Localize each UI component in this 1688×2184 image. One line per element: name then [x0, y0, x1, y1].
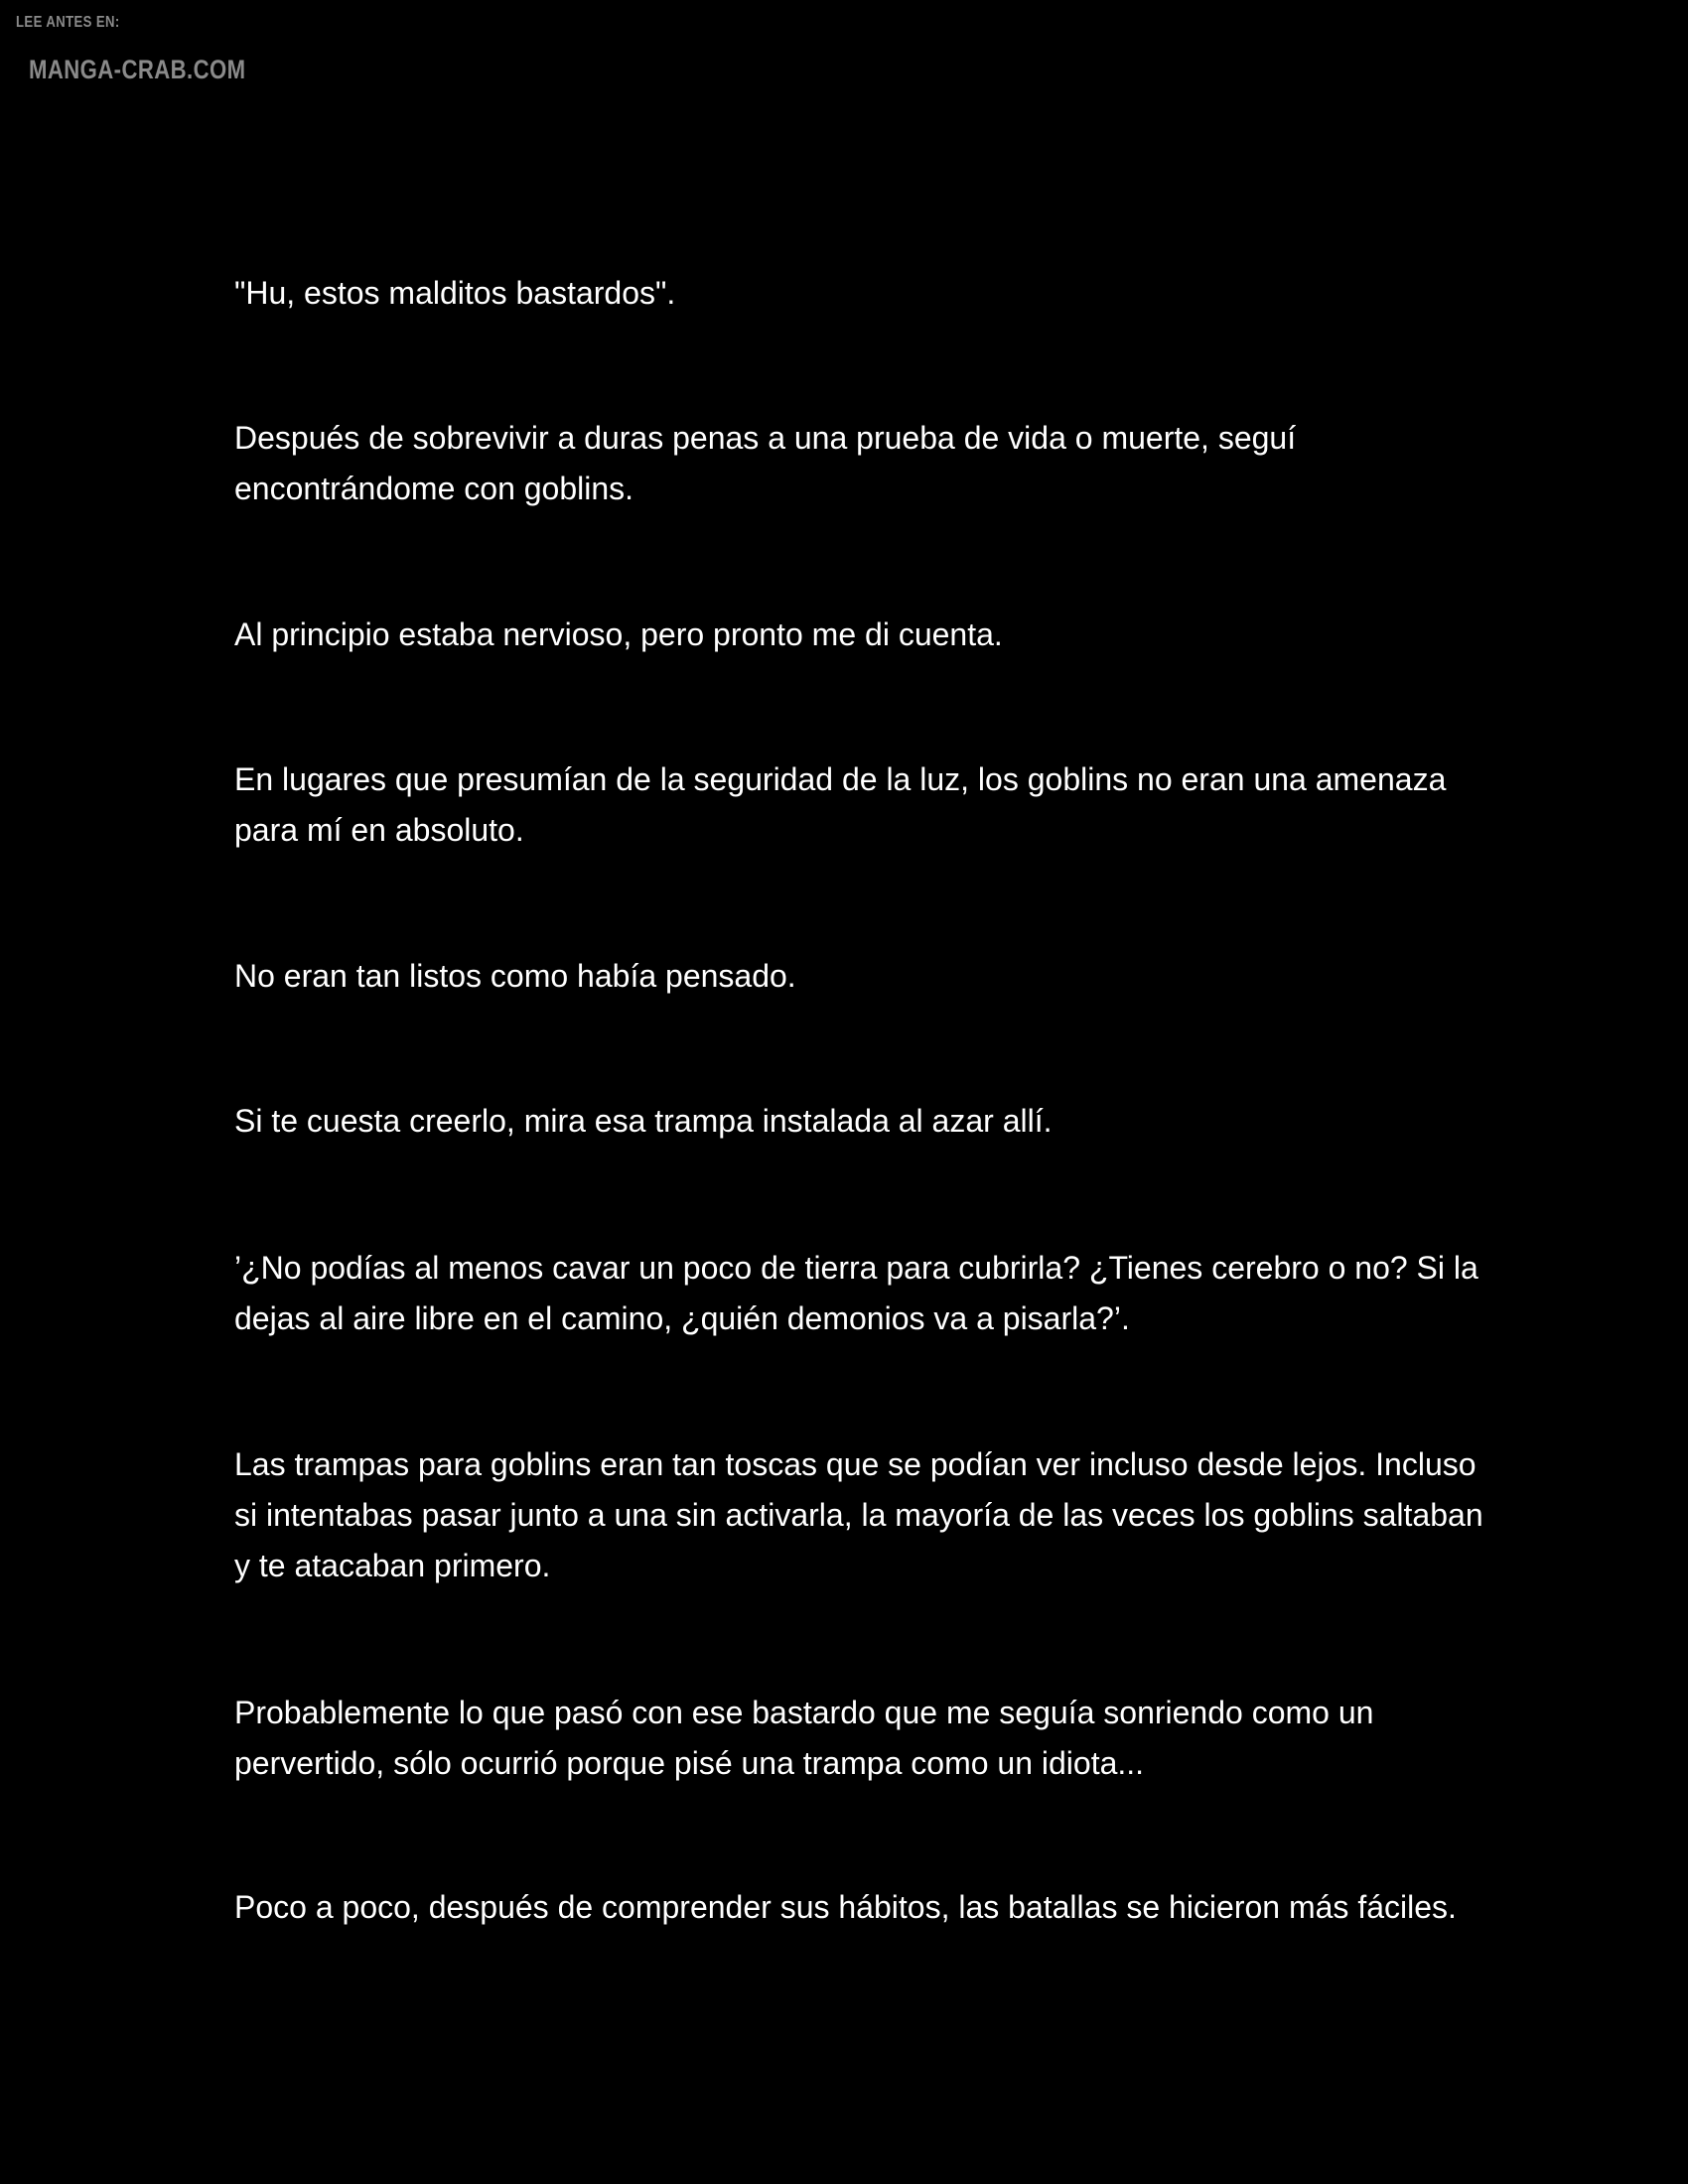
watermark-label: LEE ANTES EN:	[16, 14, 120, 31]
paragraph-3: Al principio estaba nervioso, pero pronto me di cuenta.	[234, 616, 1003, 652]
paragraph-6: Si te cuesta creerlo, mira esa trampa instalada al azar allí.	[234, 1103, 1053, 1139]
paragraph-10: Poco a poco, después de comprender sus hábitos, las batallas se hicieron más fáciles.	[234, 1889, 1457, 1925]
paragraph-2: Después de sobrevivir a duras penas a una prueba de vida o muerte, seguí encontrándome con goblins.	[234, 420, 1297, 506]
paragraph-1: "Hu, estos malditos bastardos".	[234, 275, 676, 311]
paragraph-5: No eran tan listos como había pensado.	[234, 958, 796, 994]
watermark-brand: MANGA-CRAB.COM	[29, 55, 246, 84]
paragraph-7: ’¿No podías al menos cavar un poco de tierra para cubrirla? ¿Tienes cerebro o no? Si la dejas al aire libre en el camino, ¿quién demonios va a pisarla?’.	[234, 1250, 1478, 1336]
paragraph-8: Las trampas para goblins eran tan toscas que se podían ver incluso desde lejos. Incluso si intentabas pasar junto a una sin activarla, la mayoría de las veces los goblins saltaban y te atacaban primero.	[234, 1446, 1483, 1583]
paragraph-9: Probablemente lo que pasó con ese bastardo que me seguía sonriendo como un pervertido, sólo ocurrió porque pisé una trampa como un idiota...	[234, 1695, 1374, 1781]
paragraph-4: En lugares que presumían de la seguridad de la luz, los goblins no eran una amenaza para mí en absoluto.	[234, 761, 1447, 848]
